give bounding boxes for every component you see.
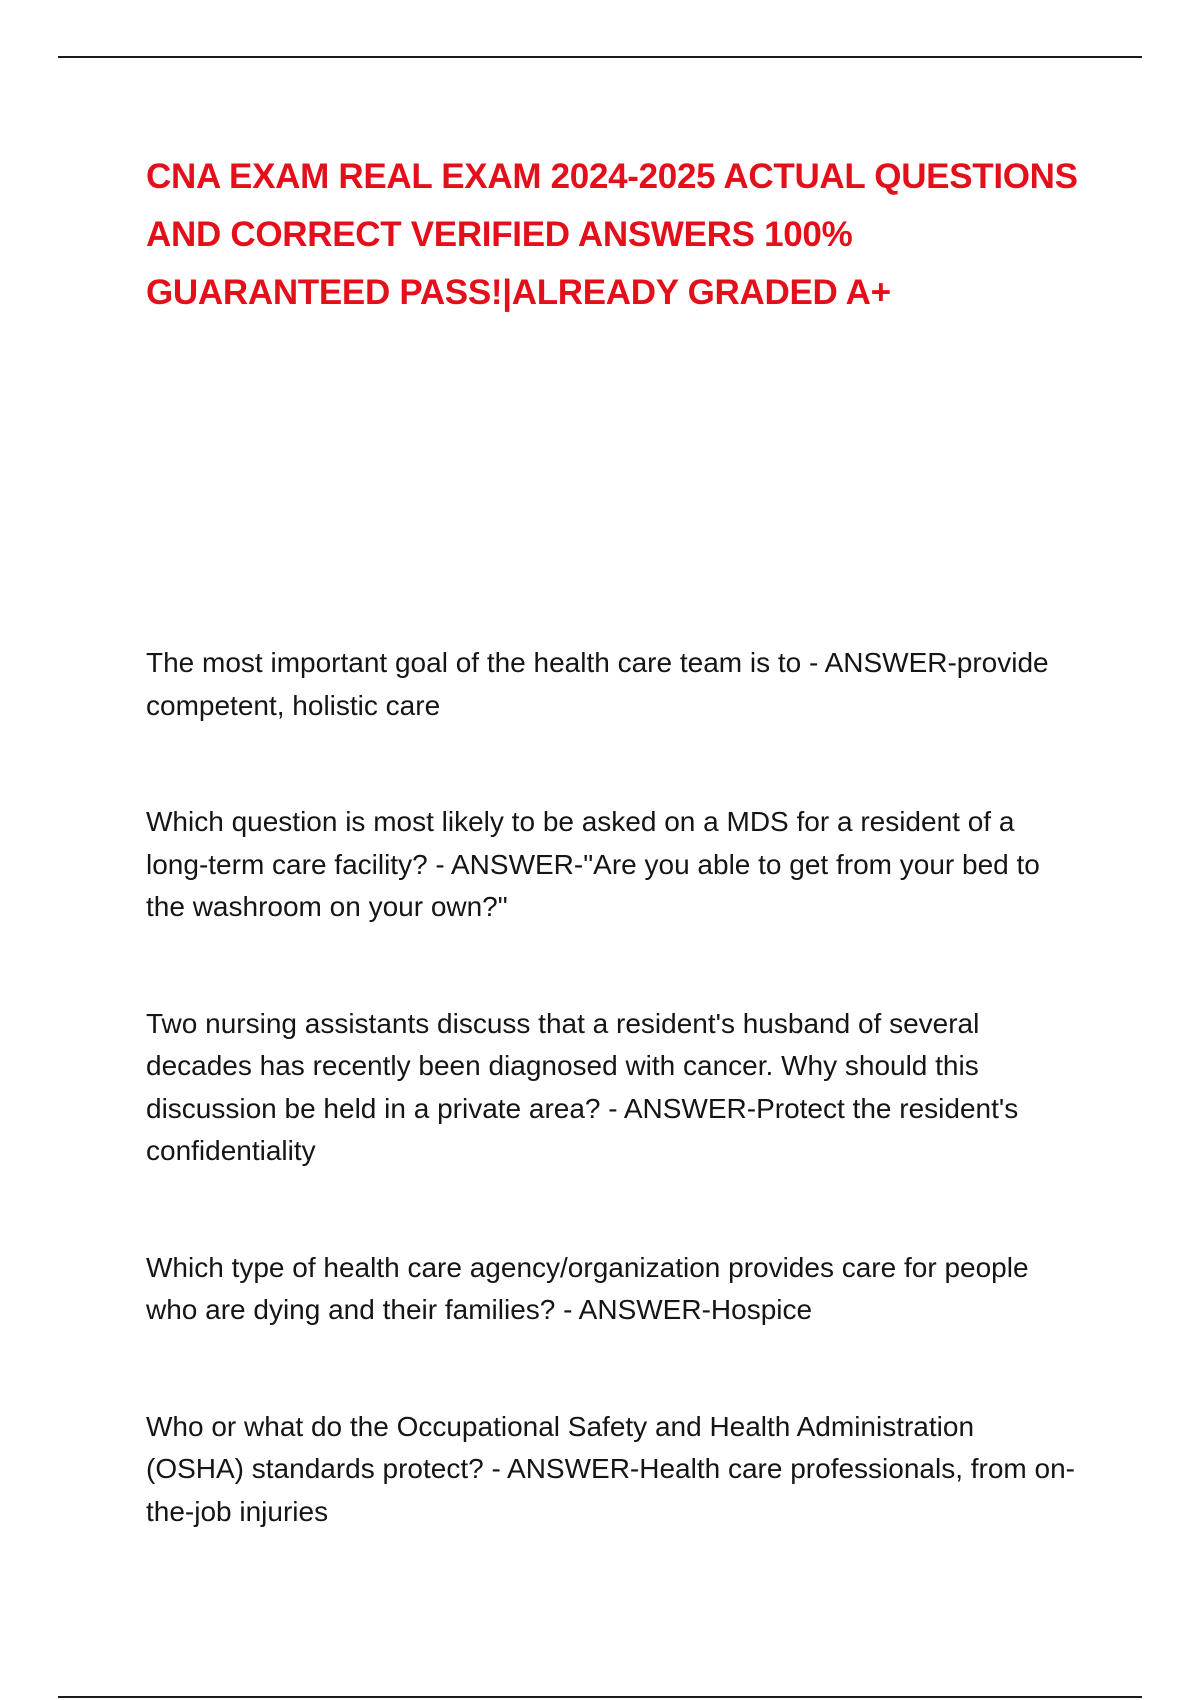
bottom-divider (58, 1696, 1142, 1698)
question-answer-item: Which question is most likely to be asked on a MDS for a resident of a long-term care facility? - ANSWER-"Are you able to get from your bed to the washroom on your own?" (146, 806, 1040, 922)
question-list (146, 642, 1076, 1533)
question-answer-item: The most important goal of the health care team is to - ANSWER-provide competent, holistic care (146, 647, 1049, 721)
top-divider (58, 56, 1142, 58)
question-answer-item: Two nursing assistants discuss that a resident's husband of several decades has recently been diagnosed with cancer. Why should this discussion be held in a private area? - ANSWER-Protect the resident's confidentiality (146, 1007, 1019, 1166)
question-answer-item: Who or what do the Occupational Safety and Health Administration (OSHA) standards protect? - ANSWER-Health care professionals, from on-the-job injuries (146, 1410, 1076, 1527)
question-answer-item: Which type of health care agency/organization provides care for people who are dying and their families? - ANSWER-Hospice (146, 1251, 1029, 1325)
document-title: CNA EXAM REAL EXAM 2024-2025 ACTUAL QUESTIONS AND CORRECT VERIFIED ANSWERS 100% GUARANTEED PASS!|ALREADY GRADED A+ (146, 157, 1078, 312)
